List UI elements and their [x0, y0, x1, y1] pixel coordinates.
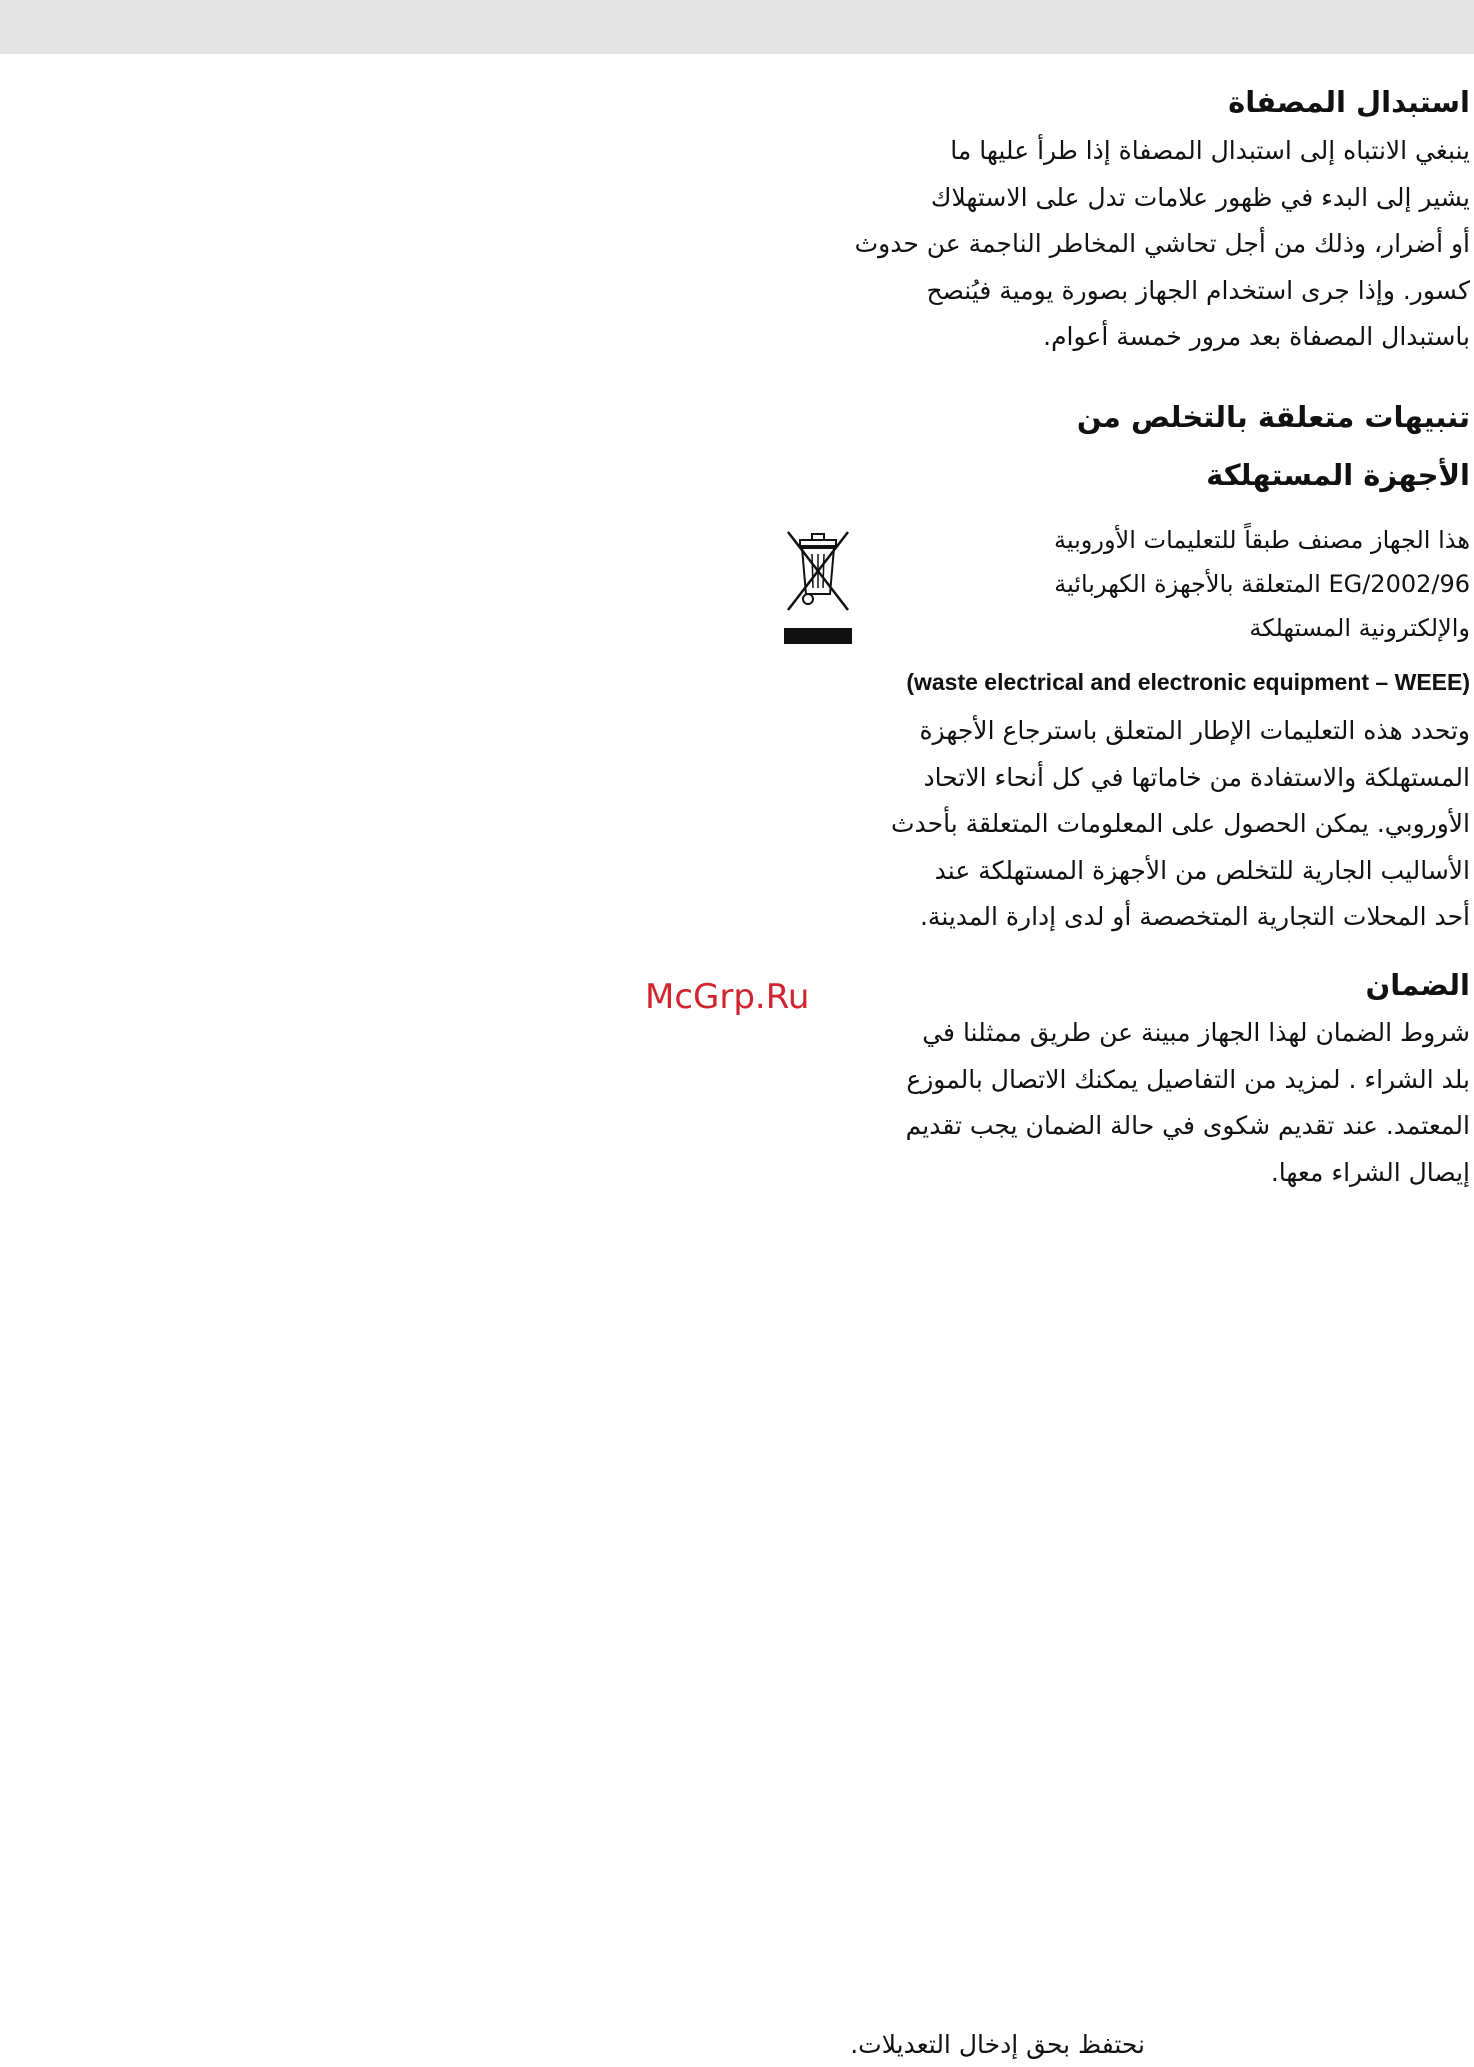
footer-note: نحتفظ بحق إدخال التعديلات. [850, 2030, 1145, 2059]
disposal-line: الأوروبي. يمكن الحصول على المعلومات المتعلقة بأحدث [890, 809, 1470, 838]
filter-paragraph [780, 128, 1470, 361]
filter-replacement-section [780, 78, 1470, 361]
filter-line: ينبغي الانتباه إلى استبدال المصفاة إذا طرأ عليها ما [950, 136, 1470, 165]
top-bar [0, 0, 1474, 54]
disposal-heading-line2: الأجهزة المستهلكة [1206, 458, 1470, 492]
filter-line: باستبدال المصفاة بعد مرور خمسة أعوام. [1043, 322, 1470, 351]
weee-english-line: (waste electrical and electronic equipment – WEEE) [906, 669, 1470, 695]
weee-notice [780, 518, 1470, 658]
disposal-line: الأساليب الجارية للتخلص من الأجهزة المستهلكة عند [934, 855, 1470, 885]
disposal-paragraph [780, 708, 1470, 941]
warranty-line: المعتمد. عند تقديم شكوى في حالة الضمان يجب تقديم [905, 1111, 1470, 1140]
watermark: McGrp.Ru [645, 977, 810, 1017]
weee-line: 2002/96/EG المتعلقة بالأجهزة الكهربائية [1054, 570, 1470, 598]
warranty-paragraph [780, 1010, 1470, 1196]
filter-line: كسور. وإذا جرى استخدام الجهاز بصورة يومية فيُنصح [926, 275, 1470, 305]
warranty-line: بلد الشراء . لمزيد من التفاصيل يمكنك الاتصال بالموزع [906, 1064, 1470, 1094]
filter-line: أو أضرار، وذلك من أجل تحاشي المخاطر الناجمة عن حدوث [854, 229, 1470, 258]
weee-line: والإلكترونية المستهلكة [1249, 614, 1470, 642]
disposal-line: أحد المحلات التجارية المتخصصة أو لدى إدارة المدينة. [919, 902, 1470, 931]
weee-line: هذا الجهاز مصنف طبقاً للتعليمات الأوروبية [1053, 526, 1470, 554]
disposal-section [780, 388, 1470, 941]
warranty-section [780, 960, 1470, 1196]
filter-line: يشير إلى البدء في ظهور علامات تدل على الاستهلاك [930, 182, 1470, 212]
crossed-out-wheelie-bin-icon [778, 524, 858, 654]
warranty-heading: الضمان [1365, 968, 1470, 1002]
disposal-heading-line1: تنبيهات متعلقة بالتخلص من [1076, 400, 1470, 434]
weee-text [870, 518, 1470, 650]
filter-heading: استبدال المصفاة [1228, 85, 1470, 119]
disposal-line: المستهلكة والاستفادة من خاماتها في كل أنحاء الاتحاد [923, 762, 1470, 792]
warranty-line: شروط الضمان لهذا الجهاز مبينة عن طريق ممثلنا في [922, 1018, 1470, 1047]
disposal-line: وتحدد هذه التعليمات الإطار المتعلق باسترجاع الأجهزة [919, 716, 1470, 745]
warranty-line: إيصال الشراء معها. [1270, 1157, 1470, 1187]
